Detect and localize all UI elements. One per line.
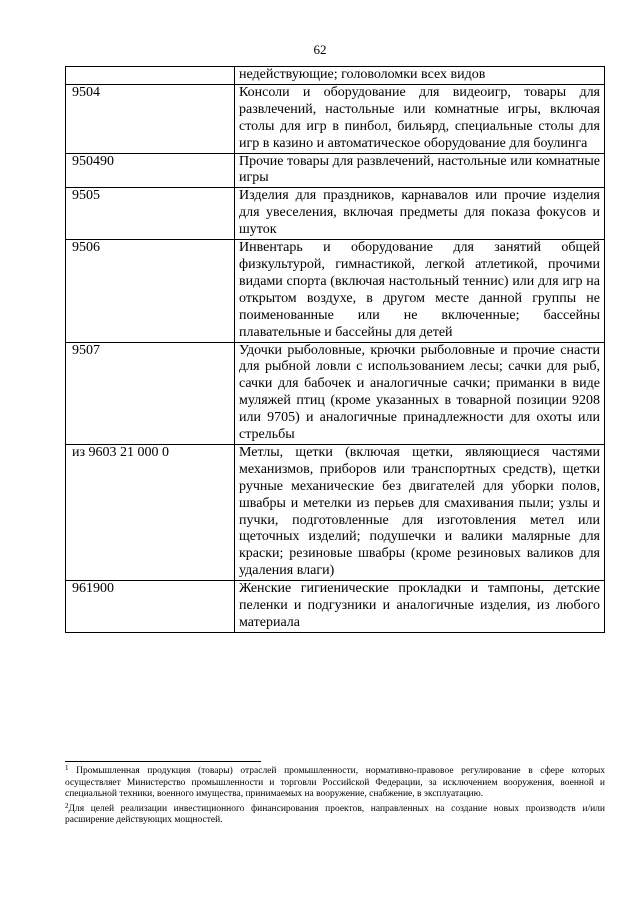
table-row	[66, 153, 605, 188]
footnote-text: Промышленная продукция (товары) отраслей промышленности, нормативно-правовое регулирование в сфере которых осуществляет Министерство промышленности и торговли Российской Федерации, за исключением вооружения, военной и специальной техники, военного имущества, принимаемых на вооружение, снабжение, в эксплуатацию.	[65, 766, 605, 799]
table-row	[66, 240, 605, 342]
code-cell: 950490	[66, 153, 235, 188]
code-cell: из 9603 21 000 0	[66, 444, 235, 580]
code-cell: 961900	[66, 581, 235, 633]
description-cell: Инвентарь и оборудование для занятий общей физкультурой, гимнастикой, легкой атлетикой, прочими видами спорта (включая настольный теннис) или для игр на открытом воздухе, в другом месте данной группы не поименованные или не включенные; бассейны плавательные и бассейны для детей	[235, 240, 605, 342]
code-cell: 9506	[66, 240, 235, 342]
table-row	[66, 581, 605, 633]
footnotes	[65, 763, 605, 827]
table-row	[66, 84, 605, 153]
code-cell	[66, 67, 235, 85]
description-cell: недействующие; головоломки всех видов	[235, 67, 605, 85]
page-number: 62	[313, 42, 327, 57]
footnote-1	[65, 763, 605, 801]
product-codes-table	[65, 66, 605, 633]
code-cell: 9504	[66, 84, 235, 153]
description-cell: Прочие товары для развлечений, настольные или комнатные игры	[235, 153, 605, 188]
table-row	[66, 444, 605, 580]
description-cell: Консоли и оборудование для видеоигр, товары для развлечений, настольные или комнатные игры, включая столы для игр в пинбол, бильярд, специальные столы для игр в казино и автоматическое оборудование для боулинга	[235, 84, 605, 153]
table-row	[66, 67, 605, 85]
table-row	[66, 342, 605, 444]
table-row	[66, 188, 605, 240]
footnote-mark: 1	[65, 764, 69, 772]
description-cell: Женские гигиенические прокладки и тампоны, детские пеленки и подгузники и аналогичные изделия, из любого материала	[235, 581, 605, 633]
code-cell: 9505	[66, 188, 235, 240]
code-cell: 9507	[66, 342, 235, 444]
description-cell: Удочки рыболовные, крючки рыболовные и прочие снасти для рыбной ловли с использованием лесы; сачки для рыб, сачки для бабочек и аналогичные сачки; приманки в виде муляжей птиц (кроме указанных в товарной позиции 9208 или 9705) и аналогичные принадлежности для охоты или стрельбы	[235, 342, 605, 444]
footnote-text: Для целей реализации инвестиционного финансирования проектов, направленных на создание новых производств и/или расширение действующих мощностей.	[65, 803, 605, 825]
description-cell: Изделия для праздников, карнавалов или прочие изделия для увеселения, включая предметы для показа фокусов и шуток	[235, 188, 605, 240]
description-cell: Метлы, щетки (включая щетки, являющиеся частями механизмов, приборов или транспортных средств), щетки ручные механические без двигателей для уборки полов, швабры и метелки из перьев для смахивания пыли; узлы и пучки, подготовленные для изготовления метел или щеточных изделий; подушечки и валики малярные для краски; резиновые швабры (кроме резиновых валиков для удаления влаги)	[235, 444, 605, 580]
footnote-mark: 2	[65, 801, 69, 810]
footnote-separator	[65, 761, 261, 762]
footnote-2	[65, 801, 605, 827]
